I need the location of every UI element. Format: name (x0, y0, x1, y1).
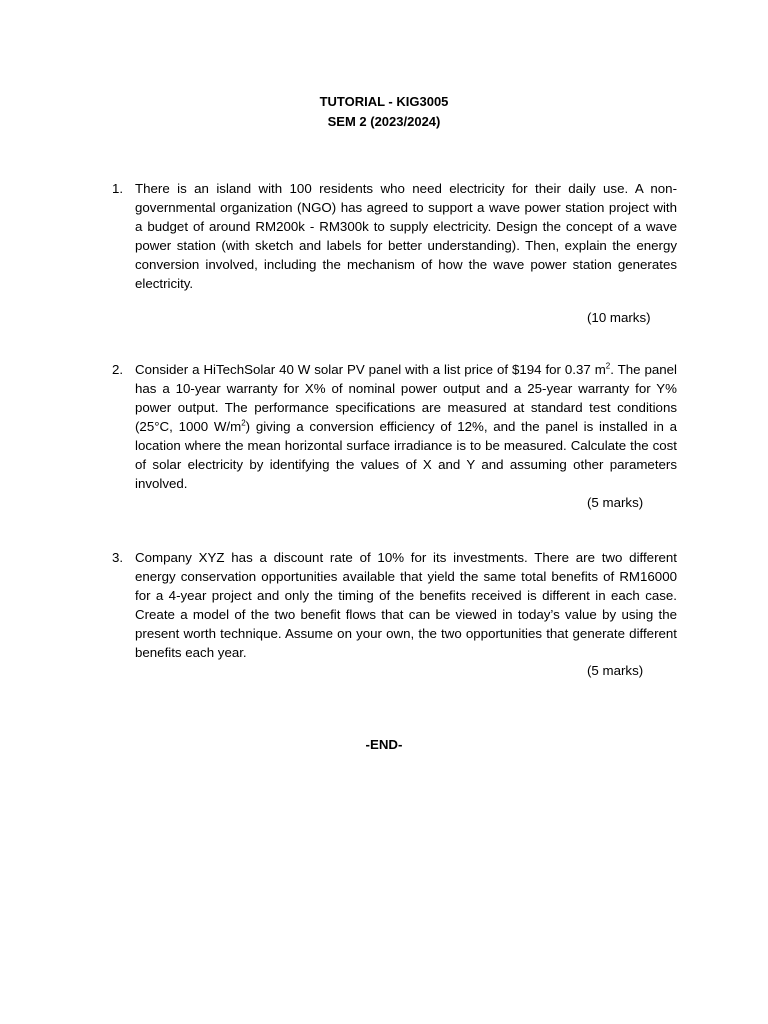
question-2 (112, 360, 677, 493)
question-2-marks: (5 marks) (587, 495, 644, 510)
tutorial-title: TUTORIAL - KIG3005 (319, 94, 449, 109)
question-number: 1. (112, 181, 124, 196)
question-3-marks: (5 marks) (587, 663, 644, 678)
question-text: Company XYZ has a discount rate of 10% for its investments. There are two different energy conservation opportunities available that yield the same total benefits of RM16000 for a 4-year project and only the timing of the benefits received is different in each case. Create a model of the two benefit flows that can be viewed in today’s value by using the present worth technique. Assume on your own, the two opportunities that generate different benefits each year. (135, 550, 677, 660)
superscript: 2 (605, 361, 611, 371)
document-header (0, 92, 768, 132)
question-text-part: ) giving a conversion efficiency of 12%, and the panel is installed in a location where the mean horizontal surface irradiance is to be measured. Calculate the cost of solar electricity by identifying the values of X and Y and assuming other parameters involved. (135, 419, 677, 491)
question-text-part: . The panel has a 10-year warranty for X% of nominal power output and a 25-year warranty for Y% power output. The performance specifications are measured at standard test conditions (25°C, 1000 W/m (135, 362, 678, 434)
question-text-part: Consider a HiTechSolar 40 W solar PV panel with a list price of $194 for 0.37 m (135, 362, 606, 377)
semester-label: SEM 2 (2023/2024) (327, 114, 441, 129)
question-text: There is an island with 100 residents who need electricity for their daily use. A non-governmental organization (NGO) has agreed to support a wave power station project with a budget of around RM200k - RM300k to supply electricity. Design the concept of a wave power station (with sketch and labels for better understanding). Then, explain the energy conversion involved, including the mechanism of how the wave power station generates electricity. (135, 181, 677, 291)
question-number: 2. (112, 362, 124, 377)
question-number: 3. (112, 550, 124, 565)
superscript: 2 (241, 418, 246, 428)
question-1 (112, 179, 677, 293)
question-text (135, 360, 677, 493)
end-marker: -END- (365, 737, 403, 752)
question-1-marks: (10 marks) (587, 310, 651, 325)
question-3 (112, 548, 677, 662)
